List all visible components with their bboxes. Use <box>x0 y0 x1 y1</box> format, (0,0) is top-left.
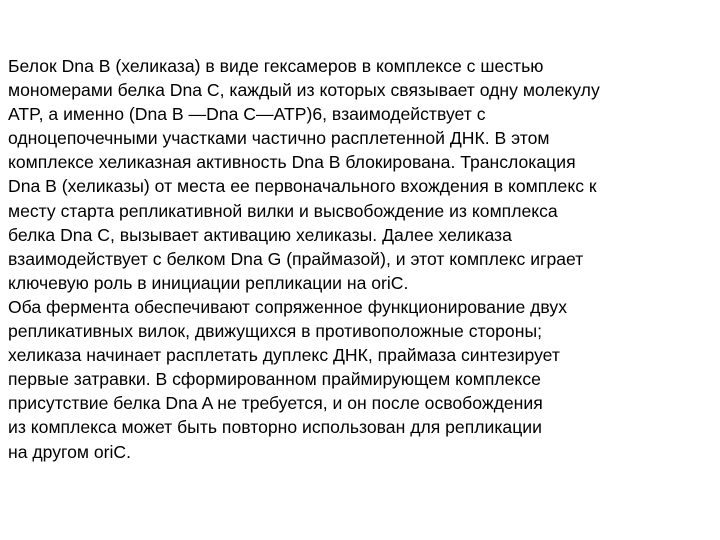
text-line: Белок Dna B (хеликаза) в виде гексамеров в комплексе с шестью <box>8 56 544 76</box>
text-line: комплексе хеликазная активность Dna B блокирована. Транслокация <box>8 152 576 173</box>
text-line: присутствие белка Dna A не требуется, и он после освобождения <box>8 393 543 414</box>
text-line: одноцепочечными участками частично расплетенной ДНК. В этом <box>8 128 550 149</box>
text-line: Оба фермента обеспечивают сопряженное функционирование двух <box>8 296 567 317</box>
body-text <box>8 54 708 464</box>
text-line: хеликаза начинает расплетать дуплекс ДНК, праймаза синтезирует <box>8 345 560 366</box>
text-line: ATP, а именно (Dna B —Dna C—ATP)6, взаимодействует с <box>8 104 486 125</box>
text-line: взаимодействует с белком Dna G (праймазой), и этот комплекс играет <box>8 248 584 269</box>
paragraph-dnab-helicase <box>8 54 708 295</box>
text-line: белка Dna C, вызывает активацию хеликазы. Далее хеликаза <box>8 224 512 245</box>
text-line: месту старта репликативной вилки и высвобождение из комплекса <box>8 200 558 221</box>
text-line: из комплекса может быть повторно использован для репликации <box>8 417 542 438</box>
text-line: на другом oriC. <box>8 441 131 462</box>
text-line: Dna B (хеликазы) от места ее первоначального вхождения в комплекс к <box>8 176 597 197</box>
text-line: первые затравки. В сформированном праймирующем комплексе <box>8 369 541 390</box>
text-line: ключевую роль в инициации репликации на oriC. <box>8 272 409 293</box>
paragraph-enzymes <box>8 295 708 464</box>
text-line: репликативных вилок, движущихся в противоположные стороны; <box>8 321 542 342</box>
text-line: мономерами белка Dna C, каждый из которых связывает одну молекулу <box>8 80 600 101</box>
